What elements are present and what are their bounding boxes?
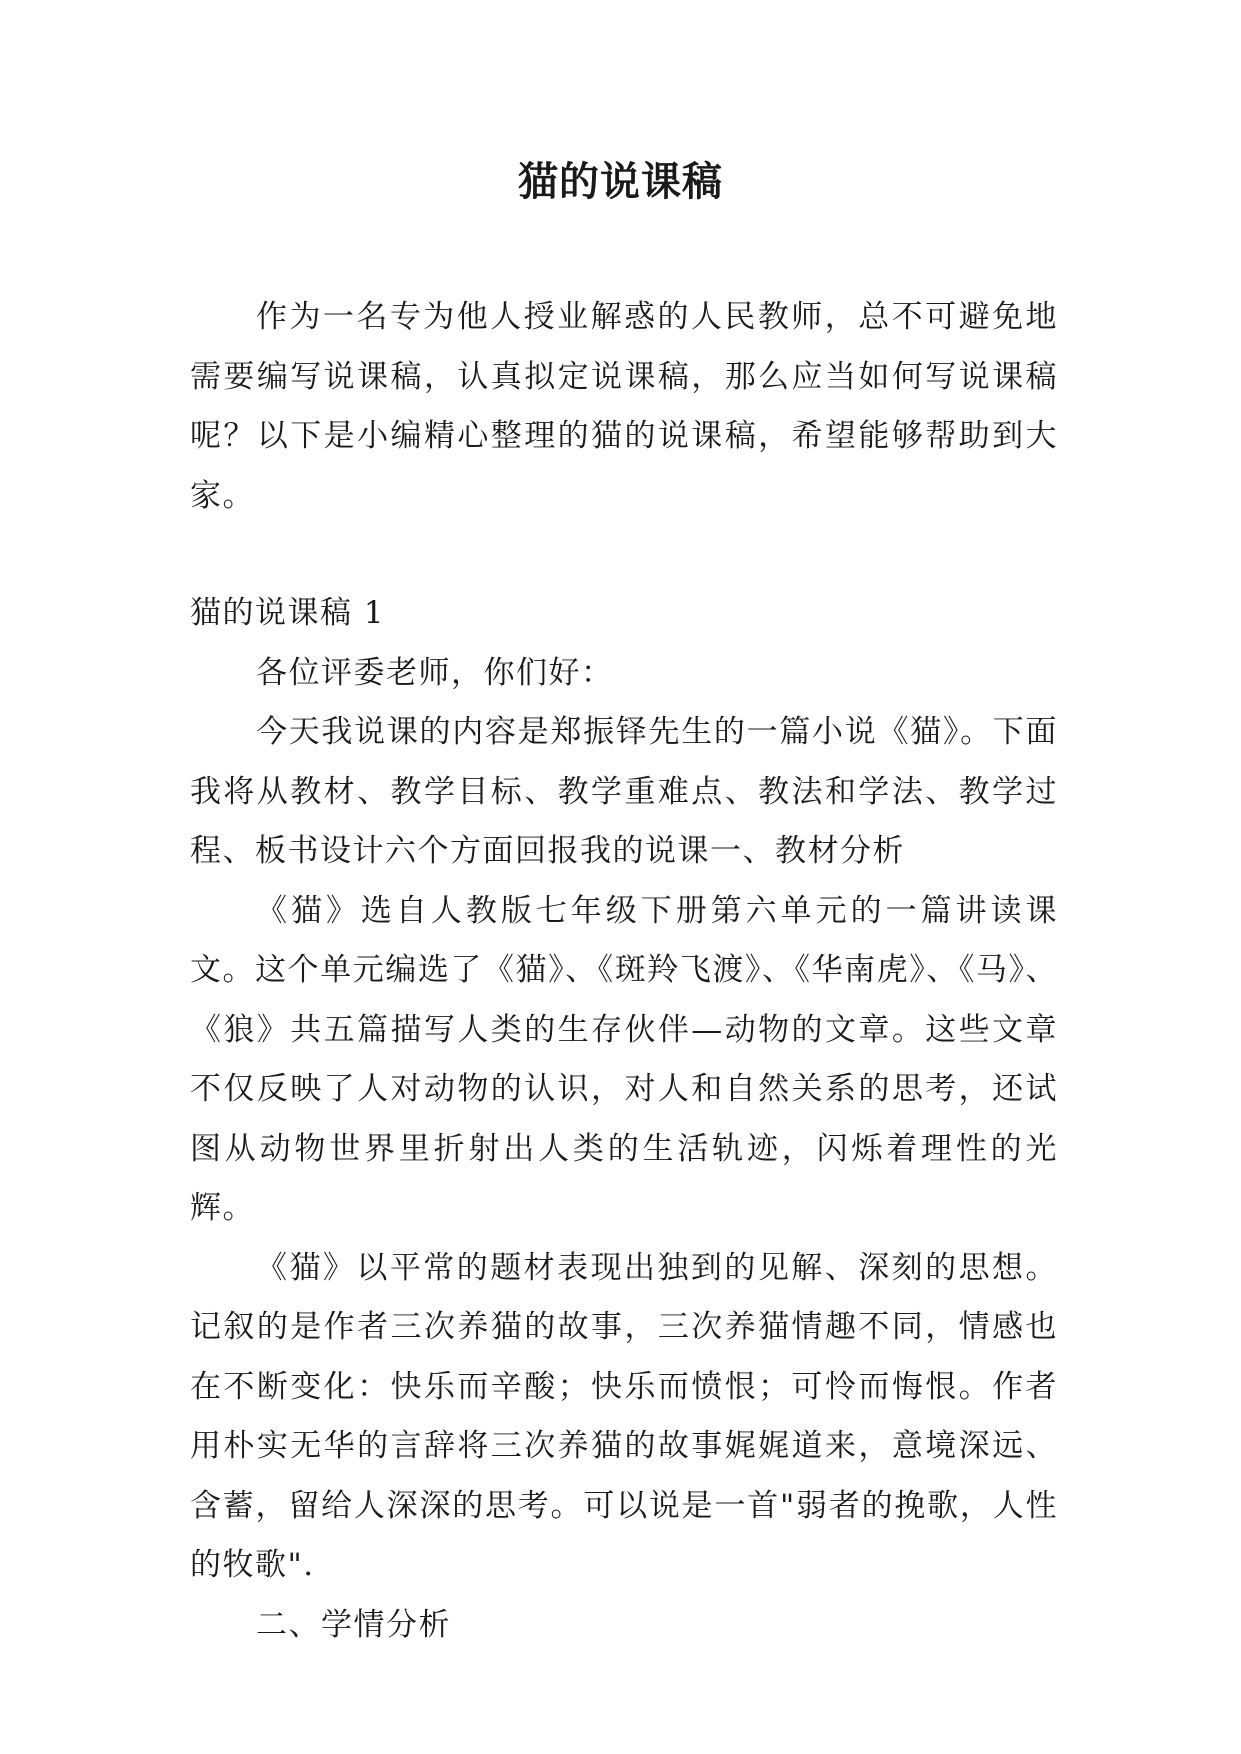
body-paragraph: 《猫》选自人教版七年级下册第六单元的一篇讲读课文。这个单元编选了《猫》、《斑羚飞渡》、《华南虎》、《马》、《狼》共五篇描写人类的生存伙伴—动物的文章。这些文章不仅反映了人对动物的认识，对人和自然关系的思考，还试图从动物世界里折射出人类的生活轨迹，闪烁着理性的光辉。 bbox=[190, 892, 1058, 1226]
body-paragraph: 《猫》以平常的题材表现出独到的见解、深刻的思想。记叙的是作者三次养猫的故事，三次养猫情趣不同，情感也在不断变化：快乐而辛酸；快乐而愤恨；可怜而悔恨。作者用朴实无华的言辞将三次养猫的故事娓娓道来，意境深远、含蓄，留给人深深的思考。可以说是一首"弱者的挽歌，人性的牧歌". bbox=[190, 1249, 1058, 1583]
paragraph-gap bbox=[190, 526, 1058, 584]
section-heading: 猫的说课稿 1 bbox=[190, 595, 386, 631]
document-body bbox=[190, 288, 1058, 1655]
greeting-paragraph: 各位评委老师，你们好： bbox=[256, 654, 614, 691]
document-title: 猫的说课稿 bbox=[518, 159, 723, 205]
body-paragraph: 今天我说课的内容是郑振铎先生的一篇小说《猫》。下面我将从教材、教学目标、教学重难点、教法和学法、教学过程、板书设计六个方面回报我的说课一、教材分析 bbox=[190, 714, 1058, 869]
subsection-heading: 二、学情分析 bbox=[256, 1606, 451, 1643]
intro-paragraph: 作为一名专为他人授业解惑的人民教师，总不可避免地需要编写说课稿，认真拟定说课稿，那么应当如何写说课稿呢？以下是小编精心整理的猫的说课稿，希望能够帮助到大家。 bbox=[190, 299, 1058, 514]
